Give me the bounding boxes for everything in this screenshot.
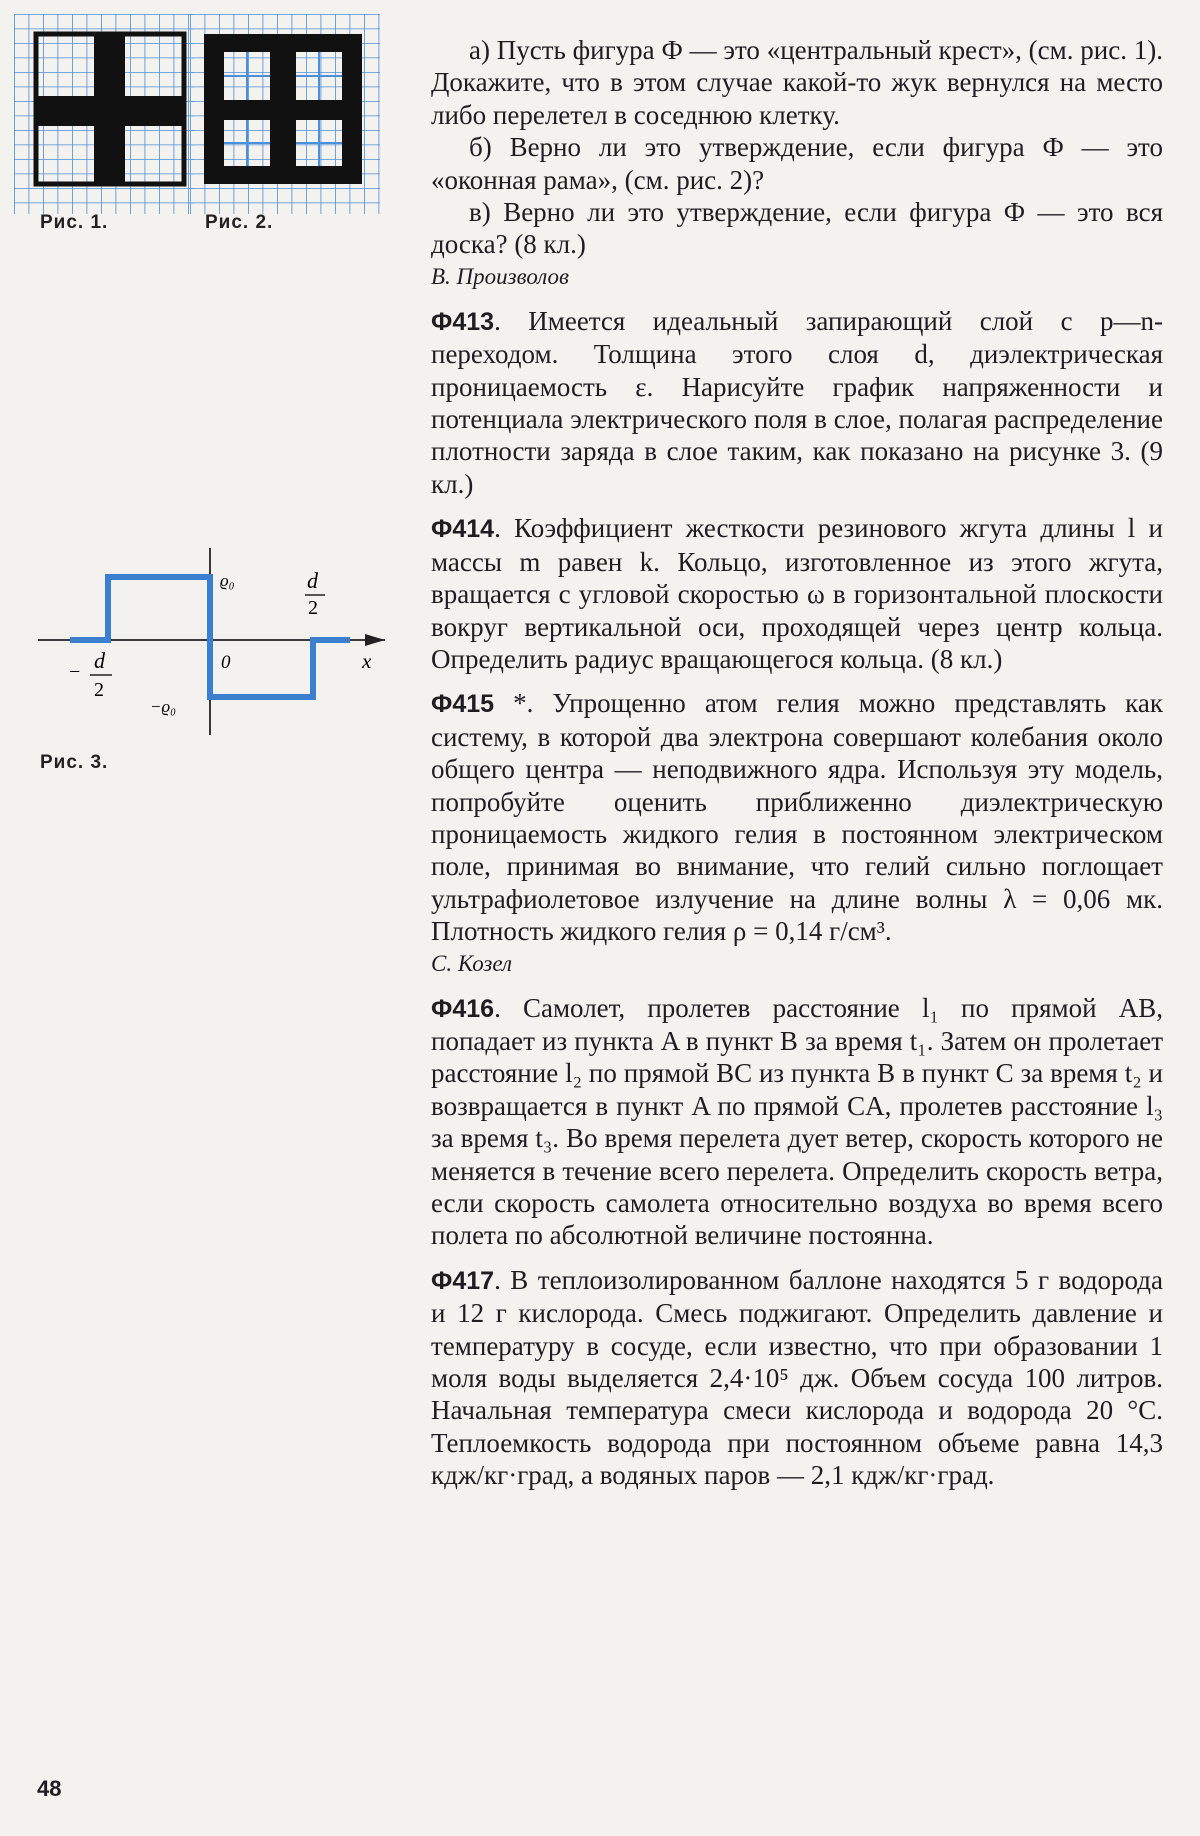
problem-414 [431, 512, 1163, 675]
problem-417-number: Ф417 [431, 1266, 495, 1295]
problem-417 [431, 1264, 1163, 1492]
problem-413-number: Ф413 [431, 307, 495, 336]
figure-1-central-cross [14, 14, 194, 214]
problem-part-c: в) Верно ли это утверждение, если фигура Ф — это вся доска? (8 кл.) [431, 197, 1163, 260]
figure-3-caption: Рис. 3. [40, 752, 109, 773]
origin-label: 0 [221, 652, 231, 673]
figure-2-window-frame [190, 14, 380, 214]
neg-d-over-2-denominator: 2 [94, 679, 104, 701]
rho-positive-label: ϱ₀ [220, 571, 235, 590]
problem-414-text: . Коэффициент жесткости резинового жгута длины l и массы m равен k. Кольцо, изготовленное из этого жгута, вращается с угловой скоростью ω в горизонтальной плоскости вокруг вертикальной оси, проходящей через центр кольца. Определить радиус вращающегося кольца. (8 кл.) [431, 513, 1163, 674]
figure-3-charge-density-plot [30, 540, 400, 740]
neg-d-over-2-numerator: d [94, 648, 105, 673]
rho-negative-label: −ϱ₀ [150, 697, 177, 716]
problem-414-number: Ф414 [431, 515, 495, 544]
author-kozel: С. Козел [431, 950, 513, 976]
problem-415-number: Ф415 [431, 690, 495, 719]
problem-415-text: *. Упрощенно атом гелия можно представлять как систему, в которой два электрона совершают колебания около общего центра — неподвижного ядра. Используя эту модель, попробуйте оценить приближенно диэлектрическую проницаемость жидкого гелия в постоянном электрическом поле, принимая во внимание, что гелий сильно поглощает ультрафиолетовое излучение на длине волны λ = 0,06 мк. Плотность жидкого гелия ρ = 0,14 г/см³. [431, 688, 1163, 947]
problem-416 [431, 992, 1163, 1252]
problem-417-text: . В теплоизолированном баллоне находятся 5 г водорода и 12 г кислорода. Смесь поджигают. Определить давление и температуру в сосуде, если известно, что при образовании 1 моля воды выделяется 2,4·10⁵ дж. Объем сосуда 100 литров. Начальная температура смеси кислорода и водорода 20 °С. Теплоемкость водорода при постоянном объеме равна 14,3 кдж/кг·град, а водяных паров — 2,1 кдж/кг·град. [431, 1264, 1163, 1491]
problem-416-number: Ф416 [431, 994, 495, 1023]
d-over-2-numerator: d [307, 568, 318, 593]
problem-416-text: . Самолет, пролетев расстояние l₁ по прямой AB, попадает из пункта A в пункт B за время t₁. Затем он пролетает расстояние l₂ по прямой BC из пункта B в пункт C за время t₂ и возвращается в пункт A по прямой CA, пролетев расстояние l₃ за время t₃. Во время перелета дует ветер, скорость которого не меняется в течение всего перелета. Определить скорость ветра, если скорость самолета относительно воздуха во время всего полета по абсолютной величине постоянна. [431, 992, 1163, 1251]
page-number: 48 [37, 1776, 62, 1801]
problem-part-b: б) Верно ли это утверждение, если фигура Ф — это «оконная рама», (см. рис. 2)? [431, 132, 1163, 195]
problem-413 [431, 305, 1163, 500]
text-column [431, 34, 1163, 1492]
figure-1-caption: Рис. 1. [40, 212, 109, 233]
author-proizvolov: В. Произволов [431, 263, 570, 289]
figure-2-caption: Рис. 2. [205, 212, 274, 233]
problem-413-text: . Имеется идеальный запирающий слой с p—n-переходом. Толщина этого слоя d, диэлектрическая проницаемость ε. Нарисуйте график напряженности и потенциала электрического поля в слое, полагая распределение плотности заряда в слое таким, как показано на рисунке 3. (9 кл.) [431, 305, 1163, 499]
problem-part-a: а) Пусть фигура Ф — это «центральный крест», (см. рис. 1). Докажите, что в этом случае какой-то жук вернулся на место либо перелетел в соседнюю клетку. [431, 35, 1163, 130]
x-axis-label: x [362, 649, 372, 673]
minus-sign: − [69, 661, 81, 683]
d-over-2-denominator: 2 [308, 597, 318, 619]
problem-415 [431, 687, 1163, 947]
